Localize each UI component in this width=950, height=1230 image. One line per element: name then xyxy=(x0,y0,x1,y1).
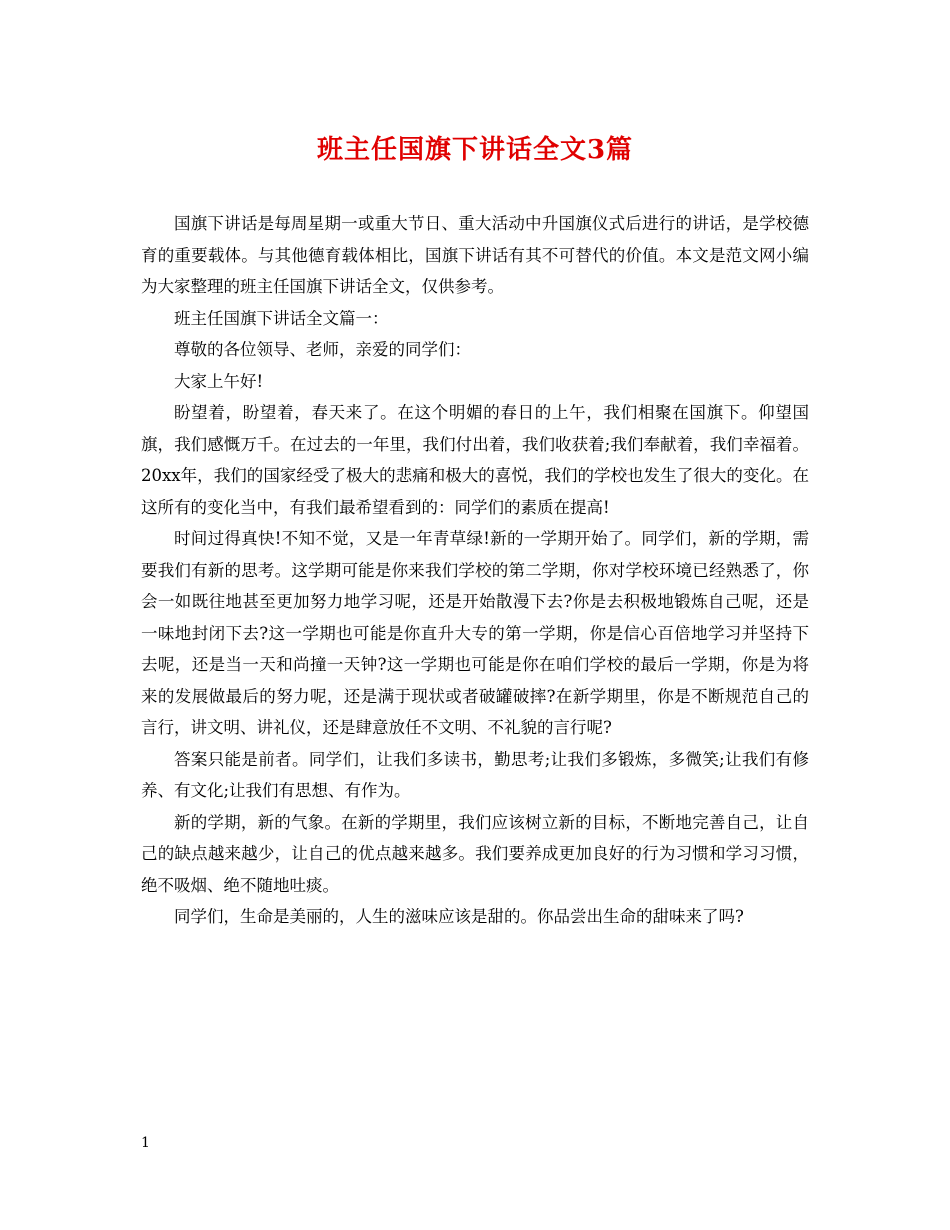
paragraph-answer: 答案只能是前者。同学们，让我们多读书，勤思考;让我们多锻炼，多微笑;让我们有修养、有文化;让我们有思想、有作为。 xyxy=(141,749,809,800)
paragraph-section-heading: 班主任国旗下讲话全文篇一： xyxy=(174,308,389,328)
paragraph-life: 同学们，生命是美丽的，人生的滋味应该是甜的。你品尝出生命的甜味来了吗? xyxy=(174,907,744,926)
paragraph-salutation: 尊敬的各位领导、老师，亲爱的同学们： xyxy=(174,340,471,359)
paragraph-intro: 国旗下讲话是每周星期一或重大节日、重大活动中升国旗仪式后进行的讲话，是学校德育的重要载体。与其他德育载体相比，国旗下讲话有其不可替代的价值。本文是范文网小编为大家整理的班主任国旗下讲话全文，仅供参考。 xyxy=(141,214,809,296)
document-body xyxy=(141,208,809,933)
document-title: 班主任国旗下讲话全文3篇 xyxy=(316,135,634,165)
paragraph-spring: 盼望着，盼望着，春天来了。在这个明媚的春日的上午，我们相聚在国旗下。仰望国旗，我们感慨万千。在过去的一年里，我们付出着，我们收获着;我们奉献着，我们幸福着。20xx年，我们的国家经受了极大的悲痛和极大的喜悦，我们的学校也发生了很大的变化。在这所有的变化当中，有我们最希望看到的：同学们的素质在提高! xyxy=(141,403,809,517)
paragraph-greeting: 大家上午好! xyxy=(174,371,264,391)
paragraph-new-atmosphere: 新的学期，新的气象。在新的学期里，我们应该树立新的目标，不断地完善自己，让自己的缺点越来越少，让自己的优点越来越多。我们要养成更加良好的行为习惯和学习习惯，绝不吸烟、绝不随地吐痰。 xyxy=(141,812,809,895)
paragraph-new-semester: 时间过得真快!不知不觉，又是一年青草绿!新的一学期开始了。同学们，新的学期，需要我们有新的思考。这学期可能是你来我们学校的第二学期，你对学校环境已经熟悉了，你会一如既往地甚至更加努力地学习呢，还是开始散漫下去?你是去积极地锻炼自己呢，还是一味地封闭下去?这一学期也可能是你直升大专的第一学期，你是信心百倍地学习并坚持下去呢，还是当一天和尚撞一天钟?这一学期也可能是你在咱们学校的最后一学期，你是为将来的发展做最后的努力呢，还是满于现状或者破罐破摔?在新学期里，你是不断规范自己的言行，讲文明、讲礼仪，还是肆意放任不文明、不礼貌的言行呢? xyxy=(141,529,809,737)
page-number: 1 xyxy=(141,1135,150,1151)
